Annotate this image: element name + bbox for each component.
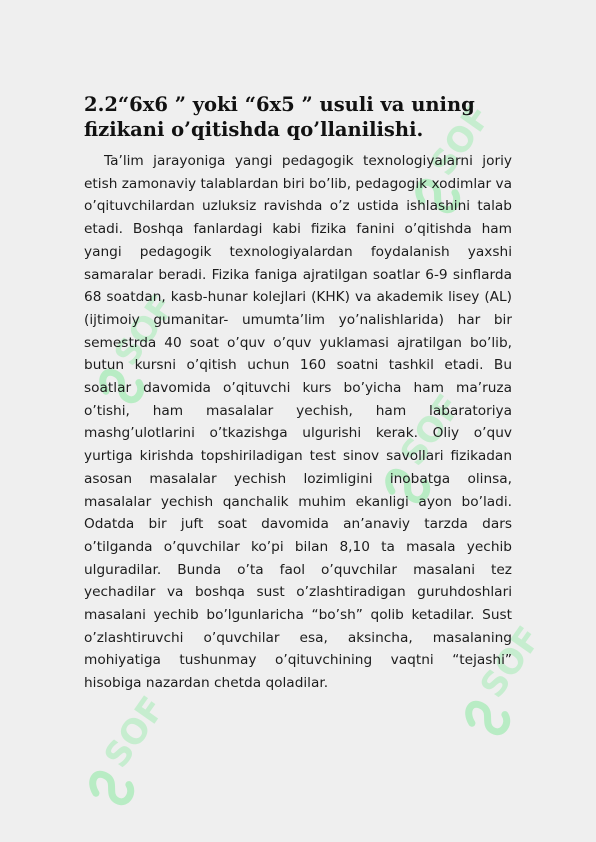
document-content — [84, 92, 512, 695]
body-paragraph: Ta’lim jarayoniga yangi pedagogik texnologiyalarni joriy etish zamonaviy talablardan biri bo’lib, pedagogik xodimlar va o’qituvchilardan uzluksiz ravishda o’z ustida ishlashini talab etadi. Boshqa fanlardagi kabi fizika fanini o’qitishda ham yangi pedagogik texnologiyalardan foydalanish yaxshi samaralar beradi. Fizika faniga ajratilgan soatlar 6-9 sinflarda 68 soatdan, kasb-hunar kolejlari (KHK) va akademik lisey (AL) (ijtimoiy gumanitar- umumta’lim yo’nalishlarida) har bir semestrda 40 soat o’quv o’quv yuklamasi ajratilgan bo’lib, butun kursni o’qitish uchun 160 soatni tashkil etadi. Bu soatlar davomida o’qituvchi kurs bo’yicha ham ma’ruza o’tishi, ham masalalar yechish, ham labaratoriya mashg’ulotlarini o’tkazishga ulgurishi kerak. Oliy o’quv yurtiga kirishda topshiriladigan test sinov savollari fizikadan asosan masalalar yechish lozimligini inobatga olinsa, masalalar yechish qanchalik muhim ekanligi ayon bo’ladi. Odatda bir juft soat davomida an’anaviy tarzda dars o’tilganda o’quvchilar ko’pi bilan 8,10 ta masala yechib ulguradilar. Bunda o’ta faol o’quvchilar masalani tez yechadilar va boshqa sust o’zlashtiradigan guruhdoshlari masalani yechib bo’lgunlaricha “bo’sh” qolib ketadilar. Sust o’zlashtiruvchi o’quvchilar esa, aksincha, masalaning mohiyatiga tushunmay o’qituvchining vaqtni “tejashi” hisobiga nazardan chetda qoladilar. — [84, 153, 512, 692]
watermark-text: SOF — [106, 287, 184, 374]
watermark-logo-icon — [77, 689, 183, 810]
watermark-text: SOF — [422, 97, 500, 184]
section-heading: 2.2“6x6 ” yoki “6x5 ” usuli va uning fizikani o’qitishda qo’llanilishi. — [84, 93, 475, 141]
watermark-text: SOF — [96, 689, 174, 776]
watermark-text: SOF — [472, 619, 550, 706]
watermark-text: SOF — [392, 387, 470, 474]
